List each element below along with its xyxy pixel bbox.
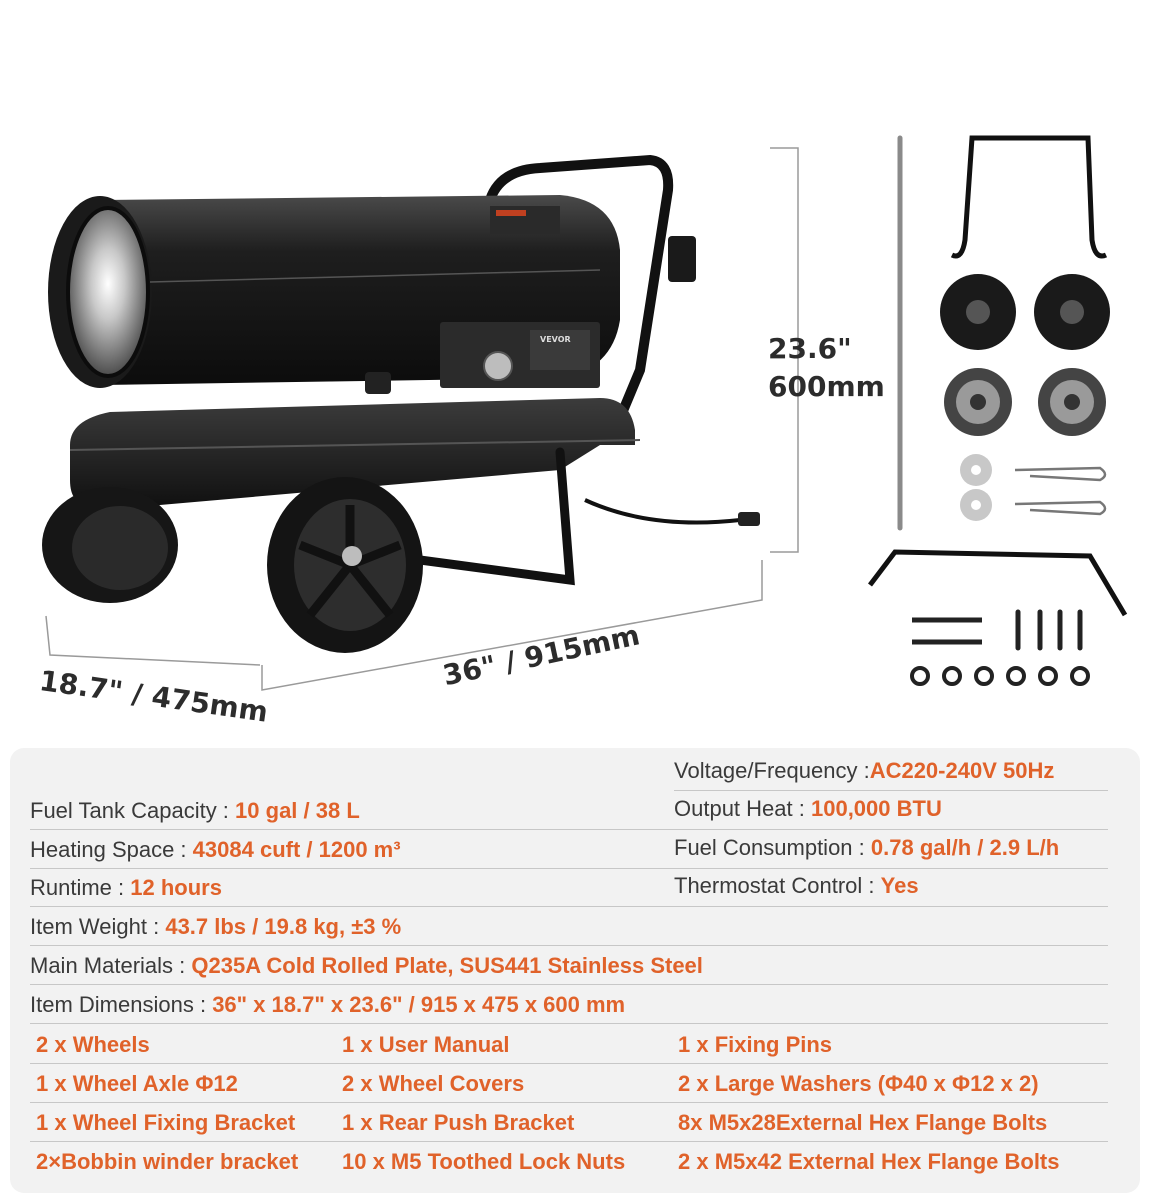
package-item: 2 x M5x42 External Hex Flange Bolts: [678, 1149, 1060, 1174]
height-inch-label: 23.6": [768, 332, 852, 365]
package-item: 1 x Rear Push Bracket: [342, 1110, 575, 1135]
package-item: 8x M5x28External Hex Flange Bolts: [678, 1110, 1048, 1135]
spec-voltage: Voltage/Frequency :AC220-240V 50Hz: [674, 758, 1055, 783]
spec-fuel-consumption: Fuel Consumption : 0.78 gal/h / 2.9 L/h: [674, 835, 1060, 860]
spec-output-heat: Output Heat : 100,000 BTU: [674, 796, 942, 821]
package-item: 1 x User Manual: [342, 1032, 510, 1057]
package-item: 1 x Wheel Axle Φ12: [36, 1071, 238, 1096]
spec-heating-space: Heating Space : 43084 cuft / 1200 m³: [30, 837, 401, 862]
package-item: 1 x Wheel Fixing Bracket: [36, 1110, 296, 1135]
brand-label: VEVOR: [540, 335, 571, 344]
package-item: 10 x M5 Toothed Lock Nuts: [342, 1149, 626, 1174]
spec-materials: Main Materials : Q235A Cold Rolled Plate, SUS441 Stainless Steel: [30, 953, 703, 978]
spec-dimensions: Item Dimensions : 36" x 18.7" x 23.6" / 915 x 475 x 600 mm: [30, 992, 626, 1017]
package-item: 1 x Fixing Pins: [678, 1032, 833, 1057]
package-item: 2×Bobbin winder bracket: [36, 1149, 299, 1174]
spec-fuel-tank: Fuel Tank Capacity : 10 gal / 38 L: [30, 798, 360, 823]
package-item: 2 x Wheel Covers: [342, 1071, 525, 1096]
length-label: 36" / 915mm: [440, 618, 643, 693]
spec-runtime: Runtime : 12 hours: [30, 875, 222, 900]
package-item: 2 x Wheels: [36, 1032, 150, 1057]
height-mm-label: 600mm: [768, 370, 885, 403]
package-item: 2 x Large Washers (Φ40 x Φ12 x 2): [678, 1071, 1039, 1096]
spec-thermostat: Thermostat Control : Yes: [674, 873, 919, 898]
depth-label: 18.7" / 475mm: [37, 664, 270, 729]
spec-item-weight: Item Weight : 43.7 lbs / 19.8 kg, ±3 %: [30, 914, 402, 939]
